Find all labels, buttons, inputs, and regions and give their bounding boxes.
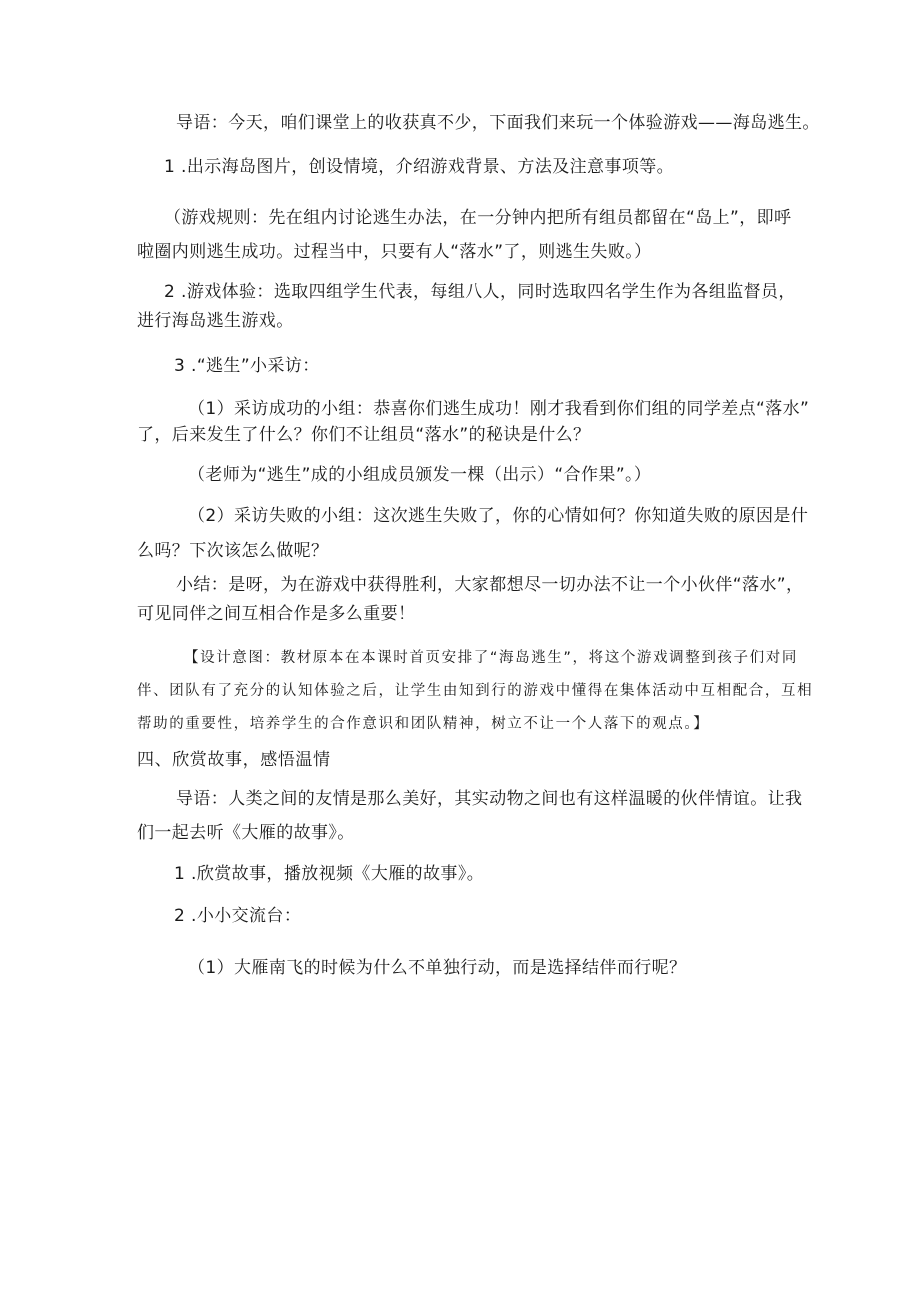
design-intent-line-3: 帮助的重要性，培养学生的合作意识和团队精神，树立不让一个人落下的观点。】 <box>137 716 710 732</box>
section-4-item-2: 2 .小小交流台： <box>174 906 302 926</box>
section-4-intro-line-2: 们一起去听《大雁的故事》。 <box>137 823 355 843</box>
item-3-interview: 3 .“逃生”小采访： <box>174 356 320 376</box>
design-intent-line-1: 【设计意图：教材原本在本课时首页安排了“海岛逃生”，将这个游戏调整到孩子们对同 <box>184 650 798 666</box>
game-rules-line-1: （游戏规则：先在组内讨论逃生办法，在一分钟内把所有组员都留在“岛上”，即呼 <box>164 208 792 228</box>
section-4-intro-line-1: 导语：人类之间的友情是那么美好，其实动物之间也有这样温暖的伙伴情谊。让我 <box>176 789 803 809</box>
question-2-line-2: 么吗？下次该怎么做呢？ <box>137 541 329 561</box>
question-2-line-1: （2）采访失败的小组：这次逃生失败了，你的心情如何？你知道失败的原因是什 <box>188 506 809 526</box>
summary-line-1: 小结：是呀，为在游戏中获得胜利，大家都想尽一切办法不让一个小伙伴“落水”， <box>176 575 804 595</box>
question-1-line-2: 了，后来发生了什么？你们不让组员“落水”的秘诀是什么？ <box>137 425 591 445</box>
award-note: （老师为“逃生”成的小组成员颁发一棵（出示）“合作果”。） <box>188 465 652 485</box>
design-intent-line-2: 伴、团队有了充分的认知体验之后，让学生由知到行的游戏中懂得在集体活动中互相配合，互相 <box>137 683 814 699</box>
item-2-line-1: 2 .游戏体验：选取四组学生代表，每组八人，同时选取四名学生作为各组监督员， <box>164 282 796 302</box>
game-intro: 导语：今天，咱们课堂上的收获真不少，下面我们来玩一个体验游戏——海岛逃生。 <box>176 113 820 133</box>
question-1-line-1: （1）采访成功的小组：恭喜你们逃生成功！刚才我看到你们组的同学差点“落水” <box>188 399 810 419</box>
section-4-item-1: 1 .欣赏故事，播放视频《大雁的故事》。 <box>174 864 485 884</box>
summary-line-2: 可见同伴之间互相合作是多么重要！ <box>137 604 416 624</box>
item-1-show-island: 1 .出示海岛图片，创设情境，介绍游戏背景、方法及注意事项等。 <box>164 157 675 177</box>
item-2-line-2: 进行海岛逃生游戏。 <box>137 311 294 331</box>
section-4-question-1: （1）大雁南飞的时候为什么不单独行动，而是选择结伴而行呢？ <box>188 958 687 978</box>
game-rules-line-2: 啦圈内则逃生成功。过程当中，只要有人“落水”了，则逃生失败。） <box>137 242 652 262</box>
section-4-heading: 四、欣赏故事，感悟温情 <box>137 750 331 770</box>
